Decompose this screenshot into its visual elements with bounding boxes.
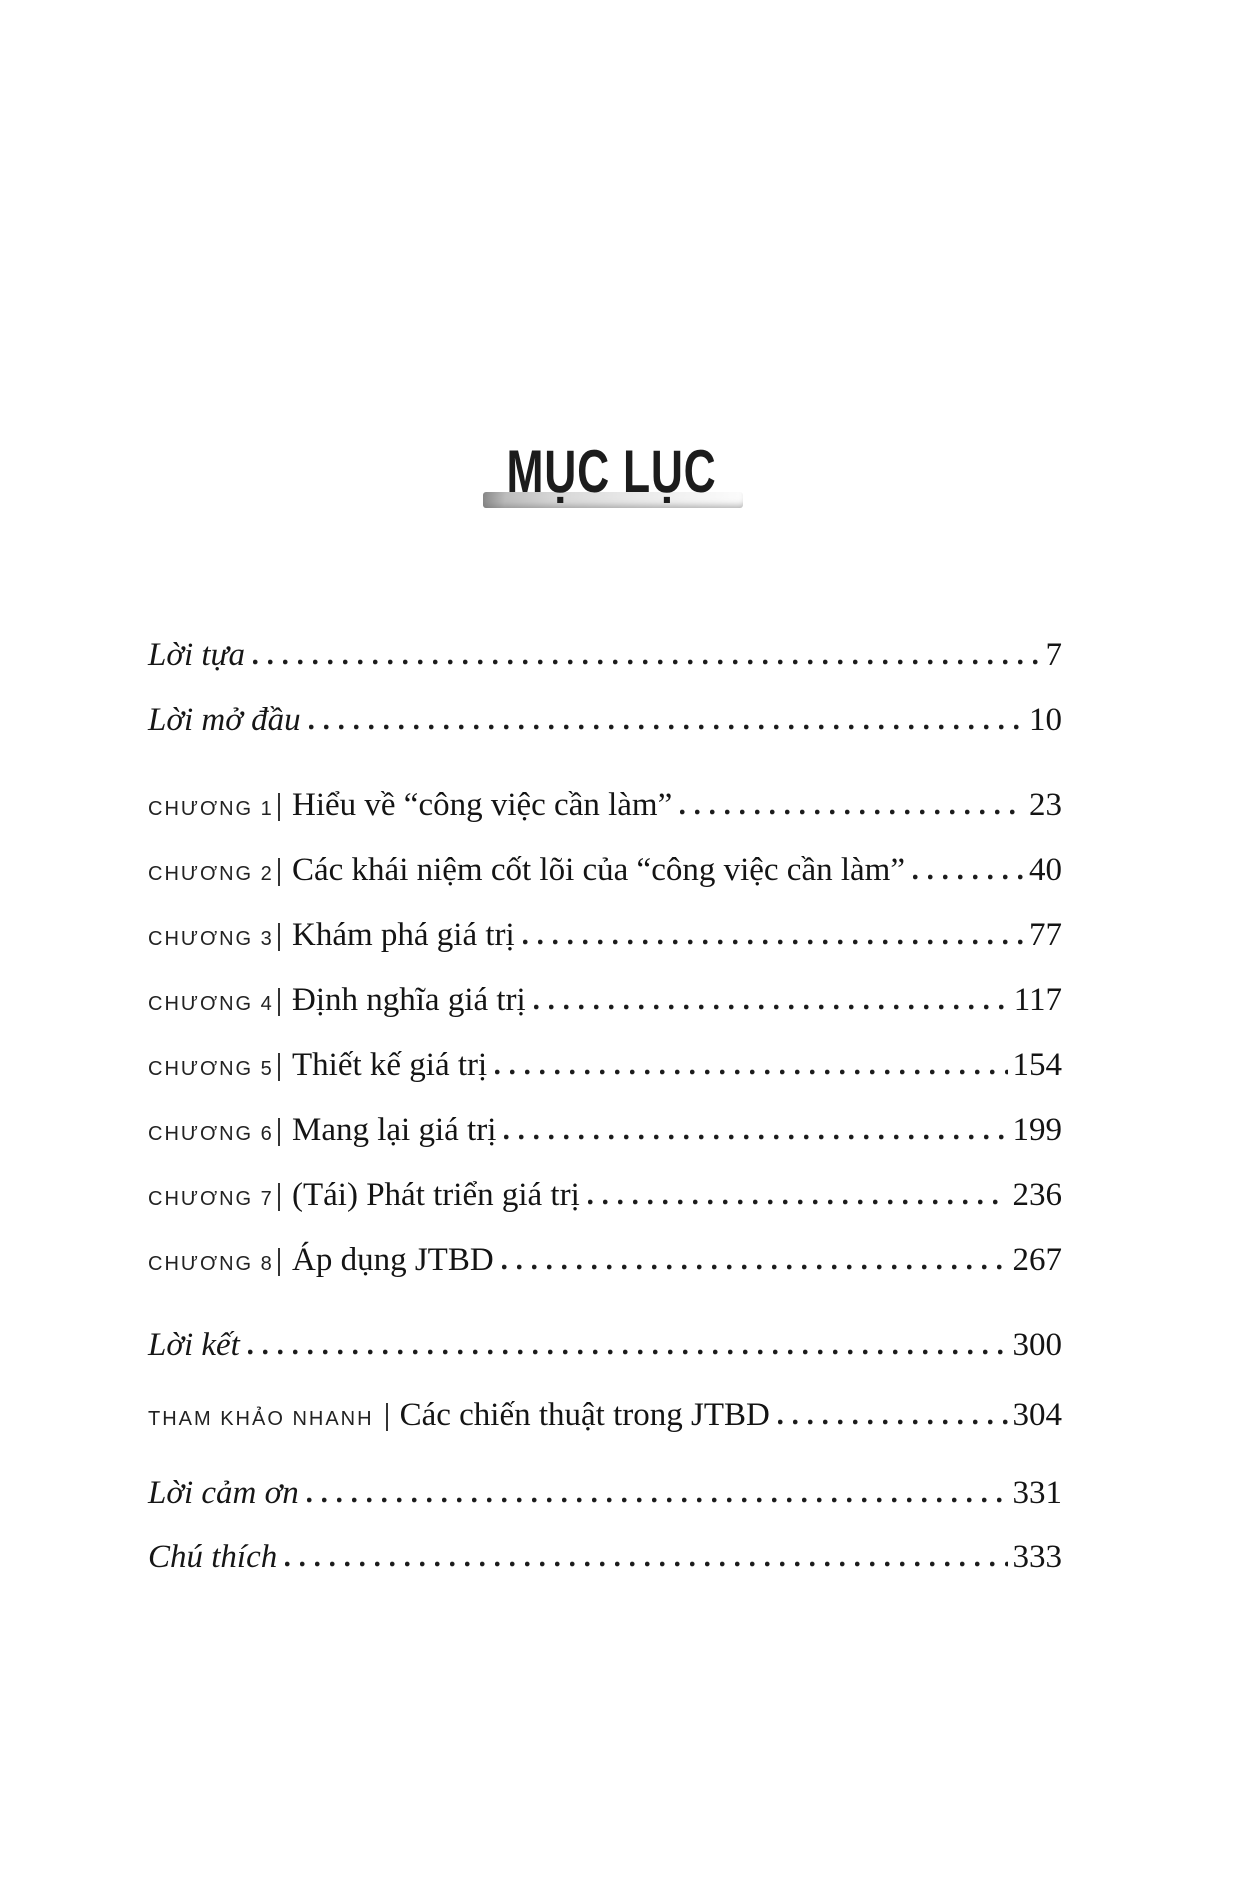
- page-number: 236: [1012, 1177, 1062, 1213]
- entry-label: Chú thích: [148, 1539, 278, 1575]
- dot-leader: [285, 1561, 1007, 1567]
- page-number: 23: [1029, 787, 1062, 823]
- dot-leader: [253, 659, 1040, 665]
- chapter-label: CHƯƠNG 1: [148, 798, 274, 820]
- chapter-label: CHƯƠNG 4: [148, 993, 274, 1015]
- page-number: 117: [1013, 982, 1062, 1018]
- dot-leader: [588, 1199, 1008, 1205]
- dot-leader: [495, 1069, 1007, 1075]
- chapter-label: CHƯƠNG 8: [148, 1253, 274, 1275]
- dot-leader: [680, 809, 1024, 815]
- entry-label: Lời tựa: [148, 637, 246, 673]
- toc-row-loi-mo-dau: [148, 702, 1062, 742]
- vertical-bar-separator: [278, 793, 280, 821]
- chapter-label: CHƯƠNG 7: [148, 1188, 274, 1210]
- vertical-bar-separator: [278, 923, 280, 951]
- page-number: 77: [1029, 917, 1062, 953]
- page-number: 267: [1012, 1242, 1062, 1278]
- dot-leader: [778, 1419, 1008, 1425]
- chapter-title: Thiết kế giá trị: [292, 1047, 488, 1083]
- toc-row-loi-ket: [148, 1327, 1062, 1367]
- entry-label: Lời cảm ơn: [148, 1475, 299, 1511]
- chapter-title: (Tái) Phát triển giá trị: [292, 1177, 580, 1213]
- toc-row-chu-thich: [148, 1539, 1062, 1579]
- vertical-bar-separator: [278, 1183, 280, 1211]
- chapter-title: Khám phá giá trị: [292, 917, 515, 953]
- chapter-title: Định nghĩa giá trị: [292, 982, 526, 1018]
- dot-leader: [534, 1004, 1009, 1010]
- chapter-label: CHƯƠNG 3: [148, 928, 274, 950]
- section-label: THAM KHẢO NHANH: [148, 1408, 374, 1430]
- toc-row-chapter-7: [148, 1177, 1062, 1217]
- vertical-bar-separator: [278, 858, 280, 886]
- toc-row-chapter-8: [148, 1242, 1062, 1282]
- page-number: 40: [1029, 852, 1062, 888]
- toc-row-quick-reference: [148, 1397, 1062, 1437]
- toc-row-chapter-4: [148, 982, 1062, 1022]
- chapter-title: Áp dụng JTBD: [292, 1242, 494, 1278]
- dot-leader: [307, 1497, 1008, 1503]
- chapter-label: CHƯƠNG 6: [148, 1123, 274, 1145]
- dot-leader: [913, 874, 1024, 880]
- chapter-title: Các khái niệm cốt lõi của “công việc cần làm”: [292, 852, 905, 888]
- toc-row-chapter-2: [148, 852, 1062, 892]
- page-number: 300: [1012, 1327, 1062, 1363]
- dot-leader: [309, 724, 1024, 730]
- page-number: 199: [1012, 1112, 1062, 1148]
- toc-row-chapter-5: [148, 1047, 1062, 1087]
- page-number: 331: [1012, 1475, 1062, 1511]
- chapter-label: CHƯƠNG 5: [148, 1058, 274, 1080]
- page-number: 304: [1012, 1397, 1062, 1433]
- page-number: 333: [1012, 1539, 1062, 1575]
- page-number: 154: [1012, 1047, 1062, 1083]
- dot-leader: [504, 1134, 1007, 1140]
- chapter-label: CHƯƠNG 2: [148, 863, 274, 885]
- chapter-title: Mang lại giá trị: [292, 1112, 497, 1148]
- vertical-bar-separator: [278, 1118, 280, 1146]
- vertical-bar-separator: [278, 988, 280, 1016]
- dot-leader: [248, 1349, 1008, 1355]
- toc-row-chapter-6: [148, 1112, 1062, 1152]
- toc-row-loi-cam-on: [148, 1475, 1062, 1515]
- entry-label: Lời mở đầu: [148, 702, 301, 738]
- chapter-title: Hiểu về “công việc cần làm”: [292, 787, 673, 823]
- page-title: MỤC LỤC: [506, 438, 717, 505]
- dot-leader: [523, 939, 1024, 945]
- vertical-bar-separator: [278, 1248, 280, 1276]
- entry-label: Lời kết: [148, 1327, 240, 1363]
- toc-row-chapter-1: [148, 787, 1062, 827]
- vertical-bar-separator: [386, 1403, 388, 1431]
- toc-row-loi-tua: [148, 637, 1062, 677]
- dot-leader: [502, 1264, 1008, 1270]
- section-title: Các chiến thuật trong JTBD: [399, 1397, 770, 1433]
- page-number: 10: [1029, 702, 1062, 738]
- page-number: 7: [1045, 637, 1062, 673]
- vertical-bar-separator: [278, 1053, 280, 1081]
- toc-row-chapter-3: [148, 917, 1062, 957]
